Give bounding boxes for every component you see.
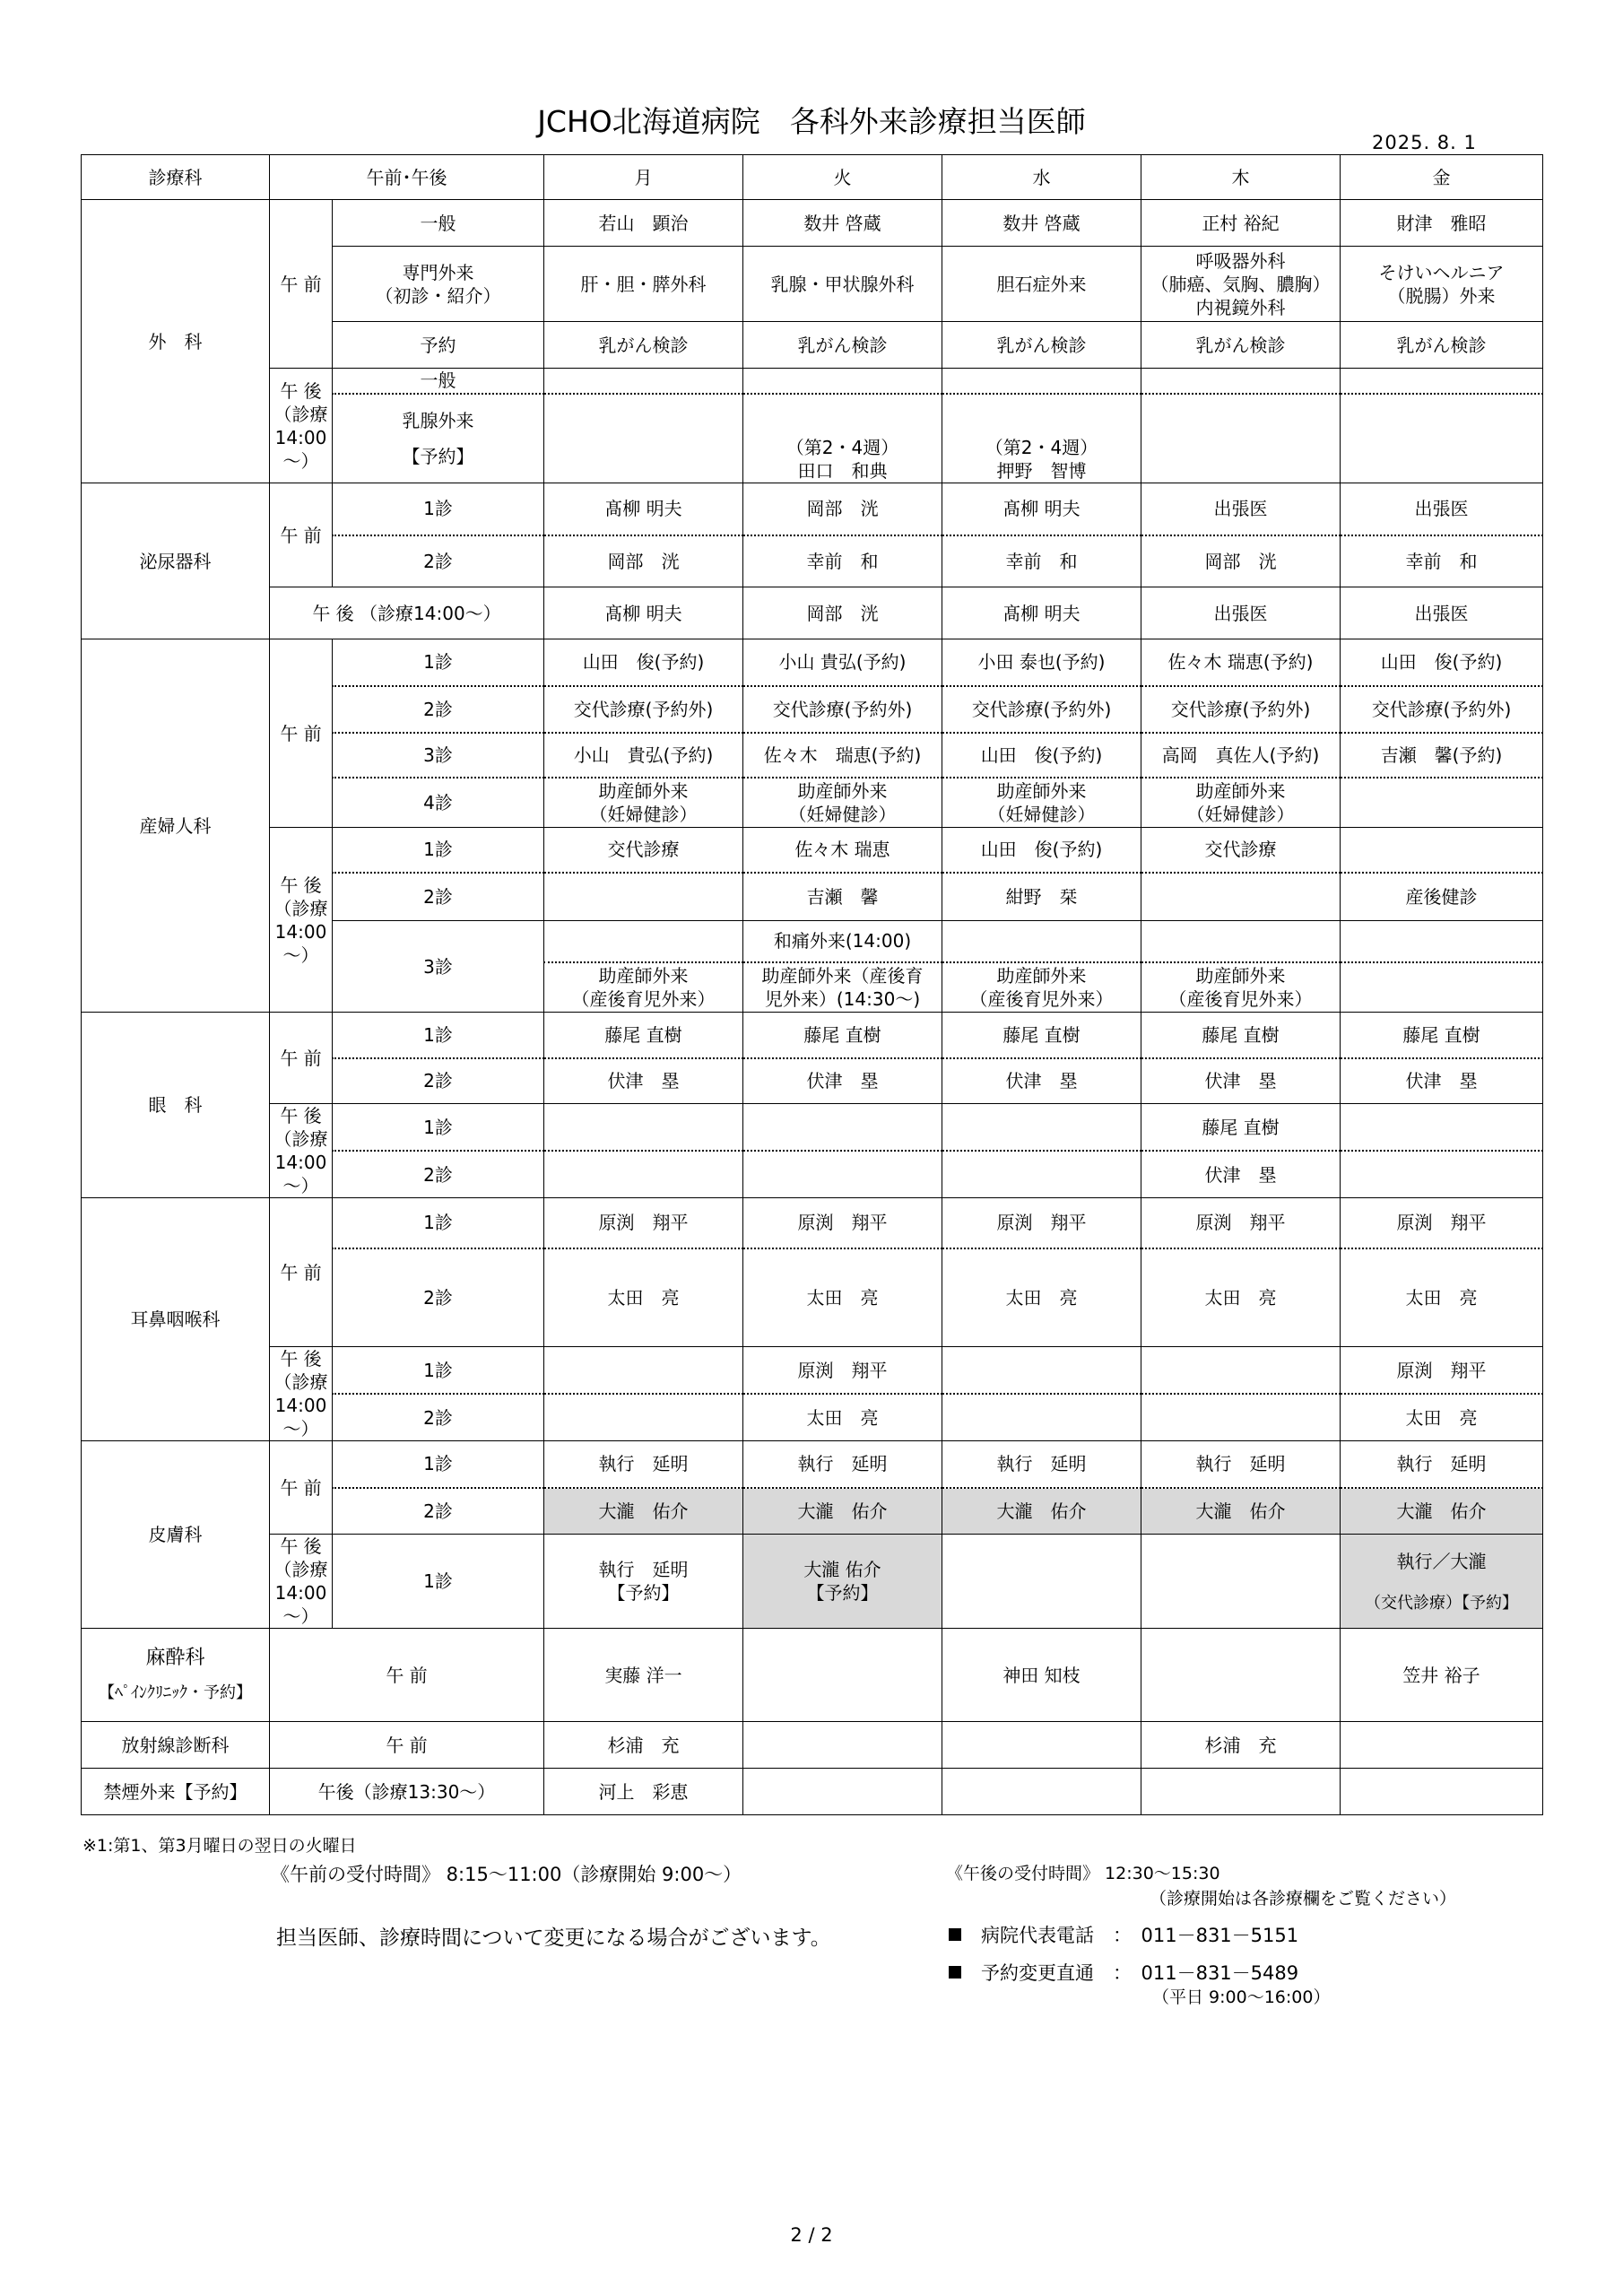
dept-masui: [82, 1629, 270, 1722]
cell-mon: 杉浦 充: [544, 1722, 743, 1769]
issue-date: 2025. 8. 1: [1372, 132, 1477, 153]
slot-label: 2診: [333, 1488, 544, 1535]
header-mon: 月: [544, 155, 743, 200]
cell-mon: [544, 394, 743, 483]
slot-label: 予約: [333, 322, 544, 369]
slot-label: 午 後 （診療14:00～）: [270, 587, 544, 639]
cell-line: 【予約】: [607, 1582, 680, 1604]
cell-wed: 幸前 和: [942, 535, 1141, 587]
cell-thu: 高岡 真佐人(予約): [1141, 733, 1341, 778]
cell-mon: [544, 1104, 743, 1152]
cell-tue: 大瀧 佑介: [743, 1488, 942, 1535]
cell-mon: 河上 彩恵: [544, 1769, 743, 1815]
pm-label: [270, 1347, 333, 1441]
cell-mon: [544, 962, 743, 1013]
cell-thu: 太田 亮: [1141, 1248, 1341, 1347]
cell-mon: 髙柳 明夫: [544, 587, 743, 639]
cell-fri: 山田 俊(予約): [1341, 639, 1543, 686]
slot-label: 一般: [333, 200, 544, 247]
pm-line: ～）: [282, 1175, 319, 1196]
cell-fri: 産後健診: [1341, 873, 1543, 921]
cell-line: （妊婦健診）: [788, 803, 897, 825]
cell-line: （妊婦健診）: [1186, 803, 1295, 825]
cell-line: （妊婦健診）: [589, 803, 698, 825]
cell-tue: 数井 啓蔵: [743, 200, 942, 247]
cell-line: 助産師外来: [797, 779, 888, 802]
cell-thu: [1141, 1535, 1341, 1629]
slot-label: 3診: [333, 921, 544, 1013]
cell-tue: 原渕 翔平: [743, 1198, 942, 1248]
dept-line: 麻酔科: [145, 1647, 205, 1669]
slot-label: 2診: [333, 535, 544, 587]
slot-label: 1診: [333, 828, 544, 873]
cell-fri: [1341, 1104, 1543, 1152]
slot-label: 1診: [333, 1104, 544, 1152]
cell-tue: 岡部 洸: [743, 587, 942, 639]
cell-line: （第2・4週）: [785, 437, 899, 458]
cell-mon: [544, 921, 743, 962]
pm-line: 14:00: [274, 1395, 327, 1416]
slot-line: 【予約】: [402, 445, 474, 467]
cell-fri: [1341, 247, 1543, 322]
cell-line: （肺癌、気胸、膿胸）: [1150, 273, 1331, 295]
cell-tue: 乳腺・甲状腺外科: [743, 247, 942, 322]
phone-booking-label: 予約変更直通: [981, 1962, 1094, 1984]
slot-label: 2診: [333, 873, 544, 921]
cell-mon: 若山 顕治: [544, 200, 743, 247]
pm-line: ～）: [282, 944, 319, 966]
am-label: 午 前: [270, 1013, 333, 1104]
cell-thu: [1141, 962, 1341, 1013]
pm-line: 午 後: [280, 1348, 322, 1370]
dept-sanfu: 産婦人科: [82, 639, 270, 1013]
pm-line: 午 後: [280, 379, 322, 402]
table-row: [82, 1013, 1543, 1058]
cell-tue: [743, 369, 942, 394]
pm-line: 14:00: [274, 1152, 327, 1173]
slot-line: 乳腺外来: [402, 409, 474, 431]
cell-mon: 原渕 翔平: [544, 1198, 743, 1248]
pm-line: ～）: [282, 449, 319, 472]
cell-thu: [1141, 247, 1341, 322]
cell-fri: [1341, 369, 1543, 394]
reception-pm-note: （診療開始は各診療欄をご覧ください）: [1150, 1889, 1457, 1909]
cell-mon: 交代診療: [544, 828, 743, 873]
cell-mon: 伏津 塁: [544, 1058, 743, 1104]
cell-tue: [743, 394, 942, 483]
pm-line: 14:00: [274, 920, 327, 943]
cell-fri: 大瀧 佑介: [1341, 1488, 1543, 1535]
slot-label: 2診: [333, 1058, 544, 1104]
cell-wed: [942, 962, 1141, 1013]
cell-wed: [942, 1104, 1141, 1152]
slot-label: 1診: [333, 639, 544, 686]
cell-thu: 原渕 翔平: [1141, 1198, 1341, 1248]
slot-label: 1診: [333, 1441, 544, 1488]
bullet-square-icon: [949, 1928, 961, 1941]
header-row: [82, 155, 1543, 200]
cell-fri: [1341, 962, 1543, 1013]
cell-tue: [743, 1769, 942, 1815]
pm-line: （診療: [273, 1128, 328, 1150]
dept-hosha: 放射線診断科: [82, 1722, 270, 1769]
footnote: ※1:第1、第3月曜日の翌日の火曜日: [82, 1836, 357, 1856]
cell-line: （産後育児外来）: [571, 987, 716, 1010]
cell-line: そけいヘルニア: [1378, 261, 1505, 283]
cell-line: 内視鏡外科: [1195, 296, 1286, 318]
cell-line: 助産師外来: [1195, 779, 1286, 802]
dept-geka: 外 科: [82, 200, 270, 483]
cell-wed: 大瀧 佑介: [942, 1488, 1141, 1535]
phone-booking-number: ： 011－831－5489: [1113, 1962, 1299, 1984]
cell-tue: [743, 1535, 942, 1629]
cell-wed: 山田 俊(予約): [942, 733, 1141, 778]
slot-label: 2診: [333, 1394, 544, 1441]
cell-mon: 執行 延明: [544, 1441, 743, 1488]
dept-hifu: 皮膚科: [82, 1441, 270, 1629]
table-row: [82, 1198, 1543, 1248]
cell-mon: 大瀧 佑介: [544, 1488, 743, 1535]
cell-line: 呼吸器外科: [1195, 249, 1286, 272]
table-row: [82, 1769, 1543, 1815]
header-thu: 木: [1141, 155, 1341, 200]
cell-wed: 神田 知枝: [942, 1629, 1141, 1722]
cell-thu: [1141, 778, 1341, 828]
cell-fri: 乳がん検診: [1341, 322, 1543, 369]
cell-line: 助産師外来: [598, 964, 689, 987]
pm-line: 14:00: [274, 426, 327, 448]
cell-thu: [1141, 873, 1341, 921]
cell-fri: 原渕 翔平: [1341, 1198, 1543, 1248]
cell-thu: [1141, 1629, 1341, 1722]
table-row: [82, 200, 1543, 247]
slot-label: 午 前: [270, 1722, 544, 1769]
cell-mon: [544, 1347, 743, 1395]
cell-fri: [1341, 921, 1543, 962]
dept-line: 【ﾍﾟｲﾝｸﾘﾆｯｸ・予約】: [99, 1683, 252, 1702]
cell-line: （産後育児外来）: [1168, 987, 1313, 1010]
cell-wed: [942, 778, 1141, 828]
cell-mon: 藤尾 直樹: [544, 1013, 743, 1058]
pm-line: 午 後: [280, 1105, 322, 1126]
table-row: [82, 828, 1543, 873]
cell-line: 助産師外来（産後育: [761, 964, 924, 987]
cell-line: 児外来）(14:30～): [764, 987, 921, 1010]
cell-wed: 執行 延明: [942, 1441, 1141, 1488]
slot-label: 1診: [333, 1347, 544, 1395]
cell-line: （脱腸）外来: [1387, 284, 1496, 307]
header-wed: 水: [942, 155, 1141, 200]
cell-fri: 太田 亮: [1341, 1394, 1543, 1441]
cell-tue: [743, 778, 942, 828]
cell-fri: 吉瀬 馨(予約): [1341, 733, 1543, 778]
dept-ganka: 眼 科: [82, 1013, 270, 1198]
cell-wed: 髙柳 明夫: [942, 483, 1141, 535]
table-row: [82, 483, 1543, 535]
cell-fri: [1341, 1769, 1543, 1815]
pm-line: （診療: [273, 403, 328, 425]
phone-booking: [949, 1959, 1298, 1986]
cell-thu: 正村 裕紀: [1141, 200, 1341, 247]
cell-tue: 藤尾 直樹: [743, 1013, 942, 1058]
cell-fri: 太田 亮: [1341, 1248, 1543, 1347]
cell-mon: 小山 貴弘(予約): [544, 733, 743, 778]
reception-am: 《午前の受付時間》 8:15～11:00（診療開始 9:00～）: [271, 1864, 742, 1885]
cell-wed: 数井 啓蔵: [942, 200, 1141, 247]
cell-fri: [1341, 394, 1543, 483]
cell-thu: 執行 延明: [1141, 1441, 1341, 1488]
slot-label: 2診: [333, 1151, 544, 1198]
pm-line: ～）: [282, 1605, 319, 1627]
cell-mon: 交代診療(予約外): [544, 686, 743, 733]
table-row: [82, 587, 1543, 639]
am-label: 午 前: [270, 483, 333, 587]
cell-tue: 執行 延明: [743, 1441, 942, 1488]
cell-tue: [743, 962, 942, 1013]
cell-fri: 出張医: [1341, 483, 1543, 535]
cell-mon: 髙柳 明夫: [544, 483, 743, 535]
pm-label: [270, 1535, 333, 1629]
cell-wed: 交代診療(予約外): [942, 686, 1141, 733]
cell-mon: [544, 778, 743, 828]
cell-thu: 出張医: [1141, 483, 1341, 535]
page-title: JCHO北海道病院 各科外来診療担当医師: [537, 104, 1086, 139]
cell-wed: [942, 1769, 1141, 1815]
slot-line: 専門外来: [402, 261, 474, 283]
cell-fri: [1341, 778, 1543, 828]
cell-mon: [544, 873, 743, 921]
header-dept: 診療科: [82, 155, 270, 200]
cell-mon: [544, 1151, 743, 1198]
cell-wed: 乳がん検診: [942, 322, 1141, 369]
cell-fri: 伏津 塁: [1341, 1058, 1543, 1104]
pm-line: 午 後: [280, 874, 322, 896]
cell-tue: 佐々木 瑞恵(予約): [743, 733, 942, 778]
cell-thu: 交代診療(予約外): [1141, 686, 1341, 733]
cell-mon: 肝・胆・膵外科: [544, 247, 743, 322]
cell-wed: 髙柳 明夫: [942, 587, 1141, 639]
cell-wed: [942, 1535, 1141, 1629]
slot-label: 一般: [333, 369, 544, 394]
cell-thu: [1141, 1347, 1341, 1395]
cell-wed: 原渕 翔平: [942, 1198, 1141, 1248]
slot-label: 1診: [333, 1013, 544, 1058]
cell-thu: [1141, 1394, 1341, 1441]
am-label: 午 前: [270, 200, 333, 369]
phone-main-label: 病院代表電話: [981, 1925, 1094, 1946]
slot-label: 2診: [333, 1248, 544, 1347]
cell-thu: 伏津 塁: [1141, 1151, 1341, 1198]
table-row: [82, 1441, 1543, 1488]
pm-line: （診療: [273, 1371, 328, 1393]
cell-line: （産後育児外来）: [969, 987, 1114, 1010]
table-row: [82, 1535, 1543, 1629]
slot-label: 午後（診療13:30～）: [270, 1769, 544, 1815]
am-label: 午 前: [270, 1441, 333, 1535]
phone-main-number: ： 011－831－5151: [1113, 1925, 1299, 1946]
dept-jibi: 耳鼻咽喉科: [82, 1198, 270, 1441]
cell-wed: 伏津 塁: [942, 1058, 1141, 1104]
cell-thu: 藤尾 直樹: [1141, 1013, 1341, 1058]
slot-label: 1診: [333, 1535, 544, 1629]
header-ampm: 午前･午後: [270, 155, 544, 200]
cell-wed: [942, 1347, 1141, 1395]
cell-tue: 原渕 翔平: [743, 1347, 942, 1395]
slot-label: [333, 394, 544, 483]
schedule-table: [81, 154, 1543, 1815]
cell-wed: [942, 369, 1141, 394]
pm-label: [270, 369, 333, 483]
cell-thu: [1141, 394, 1341, 483]
cell-tue: 幸前 和: [743, 535, 942, 587]
cell-wed: 藤尾 直樹: [942, 1013, 1141, 1058]
table-row: [82, 1722, 1543, 1769]
slot-label: 午 前: [270, 1629, 544, 1722]
cell-thu: [1141, 369, 1341, 394]
cell-thu: 岡部 洸: [1141, 535, 1341, 587]
pm-line: （診療: [273, 1559, 328, 1580]
cell-line: 助産師外来: [598, 779, 689, 802]
slot-label: [333, 247, 544, 322]
cell-tue: 交代診療(予約外): [743, 686, 942, 733]
cell-line: 助産師外来: [996, 964, 1087, 987]
change-notice: 担当医師、診療時間について変更になる場合がございます。: [276, 1926, 831, 1950]
cell-fri: 笠井 裕子: [1341, 1629, 1543, 1722]
cell-thu: [1141, 921, 1341, 962]
cell-thu: 乳がん検診: [1141, 322, 1341, 369]
cell-thu: 杉浦 充: [1141, 1722, 1341, 1769]
cell-fri: [1341, 1535, 1543, 1629]
header-fri: 金: [1341, 155, 1543, 200]
cell-tue: 吉瀬 馨: [743, 873, 942, 921]
cell-fri: 原渕 翔平: [1341, 1347, 1543, 1395]
pm-label: [270, 828, 333, 1013]
cell-mon: [544, 369, 743, 394]
pm-line: 14:00: [274, 1582, 327, 1604]
cell-wed: [942, 1394, 1141, 1441]
am-label: 午 前: [270, 639, 333, 828]
cell-tue: 佐々木 瑞恵: [743, 828, 942, 873]
table-row: [82, 1347, 1543, 1395]
am-label: 午 前: [270, 1198, 333, 1347]
cell-wed: [942, 394, 1141, 483]
cell-mon: 実藤 洋一: [544, 1629, 743, 1722]
cell-thu: 佐々木 瑞恵(予約): [1141, 639, 1341, 686]
cell-tue: 小山 貴弘(予約): [743, 639, 942, 686]
cell-mon: 山田 俊(予約): [544, 639, 743, 686]
cell-mon: 岡部 洸: [544, 535, 743, 587]
table-row: [82, 369, 1543, 394]
cell-fri: [1341, 828, 1543, 873]
cell-line: （妊婦健診）: [987, 803, 1096, 825]
reception-pm: 《午後の受付時間》 12:30～15:30: [946, 1864, 1220, 1883]
cell-fri: [1341, 1151, 1543, 1198]
cell-thu: 大瀧 佑介: [1141, 1488, 1341, 1535]
cell-tue: 太田 亮: [743, 1394, 942, 1441]
cell-line: 助産師外来: [996, 779, 1087, 802]
cell-line: （交代診療）【予約】: [1365, 1593, 1518, 1613]
pm-label: [270, 1104, 333, 1198]
slot-label: 2診: [333, 686, 544, 733]
cell-wed: [942, 1722, 1141, 1769]
cell-fri: 財津 雅昭: [1341, 200, 1543, 247]
cell-wed: 太田 亮: [942, 1248, 1141, 1347]
cell-mon: [544, 1535, 743, 1629]
table-row: [82, 1629, 1543, 1722]
bullet-square-icon: [949, 1966, 961, 1979]
cell-fri: 藤尾 直樹: [1341, 1013, 1543, 1058]
cell-tue: 太田 亮: [743, 1248, 942, 1347]
cell-line: （第2・4週）: [985, 437, 1098, 458]
slot-label: 3診: [333, 733, 544, 778]
cell-thu: 交代診療: [1141, 828, 1341, 873]
cell-line: 大瀧 佑介: [803, 1559, 881, 1580]
cell-tue: [743, 1104, 942, 1152]
cell-wed: 小田 泰也(予約): [942, 639, 1141, 686]
table-row: [82, 1104, 1543, 1152]
phone-main: [949, 1921, 1298, 1948]
cell-wed: [942, 921, 1141, 962]
dept-hinyo: 泌尿器科: [82, 483, 270, 639]
page-number: 2 / 2: [790, 2224, 833, 2246]
slot-label: 4診: [333, 778, 544, 828]
cell-mon: [544, 1394, 743, 1441]
cell-thu: 出張医: [1141, 587, 1341, 639]
cell-tue: [743, 1151, 942, 1198]
cell-fri: 執行 延明: [1341, 1441, 1543, 1488]
cell-line: 【予約】: [806, 1582, 879, 1604]
table-row: [82, 639, 1543, 686]
cell-thu: 藤尾 直樹: [1141, 1104, 1341, 1152]
phone-booking-hours: （平日 9:00～16:00）: [1152, 1987, 1331, 2007]
cell-line: 執行 延明: [598, 1559, 689, 1580]
cell-thu: [1141, 1769, 1341, 1815]
cell-fri: 幸前 和: [1341, 535, 1543, 587]
slot-label: 1診: [333, 483, 544, 535]
cell-tue: [743, 1722, 942, 1769]
header-tue: 火: [743, 155, 942, 200]
cell-line: 助産師外来: [1195, 964, 1286, 987]
cell-tue: 乳がん検診: [743, 322, 942, 369]
pm-line: 午 後: [280, 1535, 322, 1557]
cell-tue: 岡部 洸: [743, 483, 942, 535]
pm-line: （診療: [273, 897, 328, 919]
cell-thu: 伏津 塁: [1141, 1058, 1341, 1104]
cell-wed: 紺野 栞: [942, 873, 1141, 921]
cell-mon: 太田 亮: [544, 1248, 743, 1347]
cell-mon: 乳がん検診: [544, 322, 743, 369]
slot-line: （初診・紹介）: [375, 284, 501, 307]
cell-fri: [1341, 1722, 1543, 1769]
cell-line: 押野 智博: [996, 460, 1087, 482]
cell-tue: 和痛外来(14:00): [743, 921, 942, 962]
cell-wed: [942, 1151, 1141, 1198]
cell-line: 執行／大瀧: [1396, 1550, 1487, 1572]
dept-kinen: 禁煙外来【予約】: [82, 1769, 270, 1815]
cell-tue: [743, 1629, 942, 1722]
cell-line: 田口 和典: [797, 460, 888, 482]
slot-label: 1診: [333, 1198, 544, 1248]
cell-fri: 出張医: [1341, 587, 1543, 639]
pm-line: ～）: [282, 1418, 319, 1439]
cell-wed: 山田 俊(予約): [942, 828, 1141, 873]
cell-tue: 伏津 塁: [743, 1058, 942, 1104]
cell-fri: 交代診療(予約外): [1341, 686, 1543, 733]
cell-wed: 胆石症外来: [942, 247, 1141, 322]
